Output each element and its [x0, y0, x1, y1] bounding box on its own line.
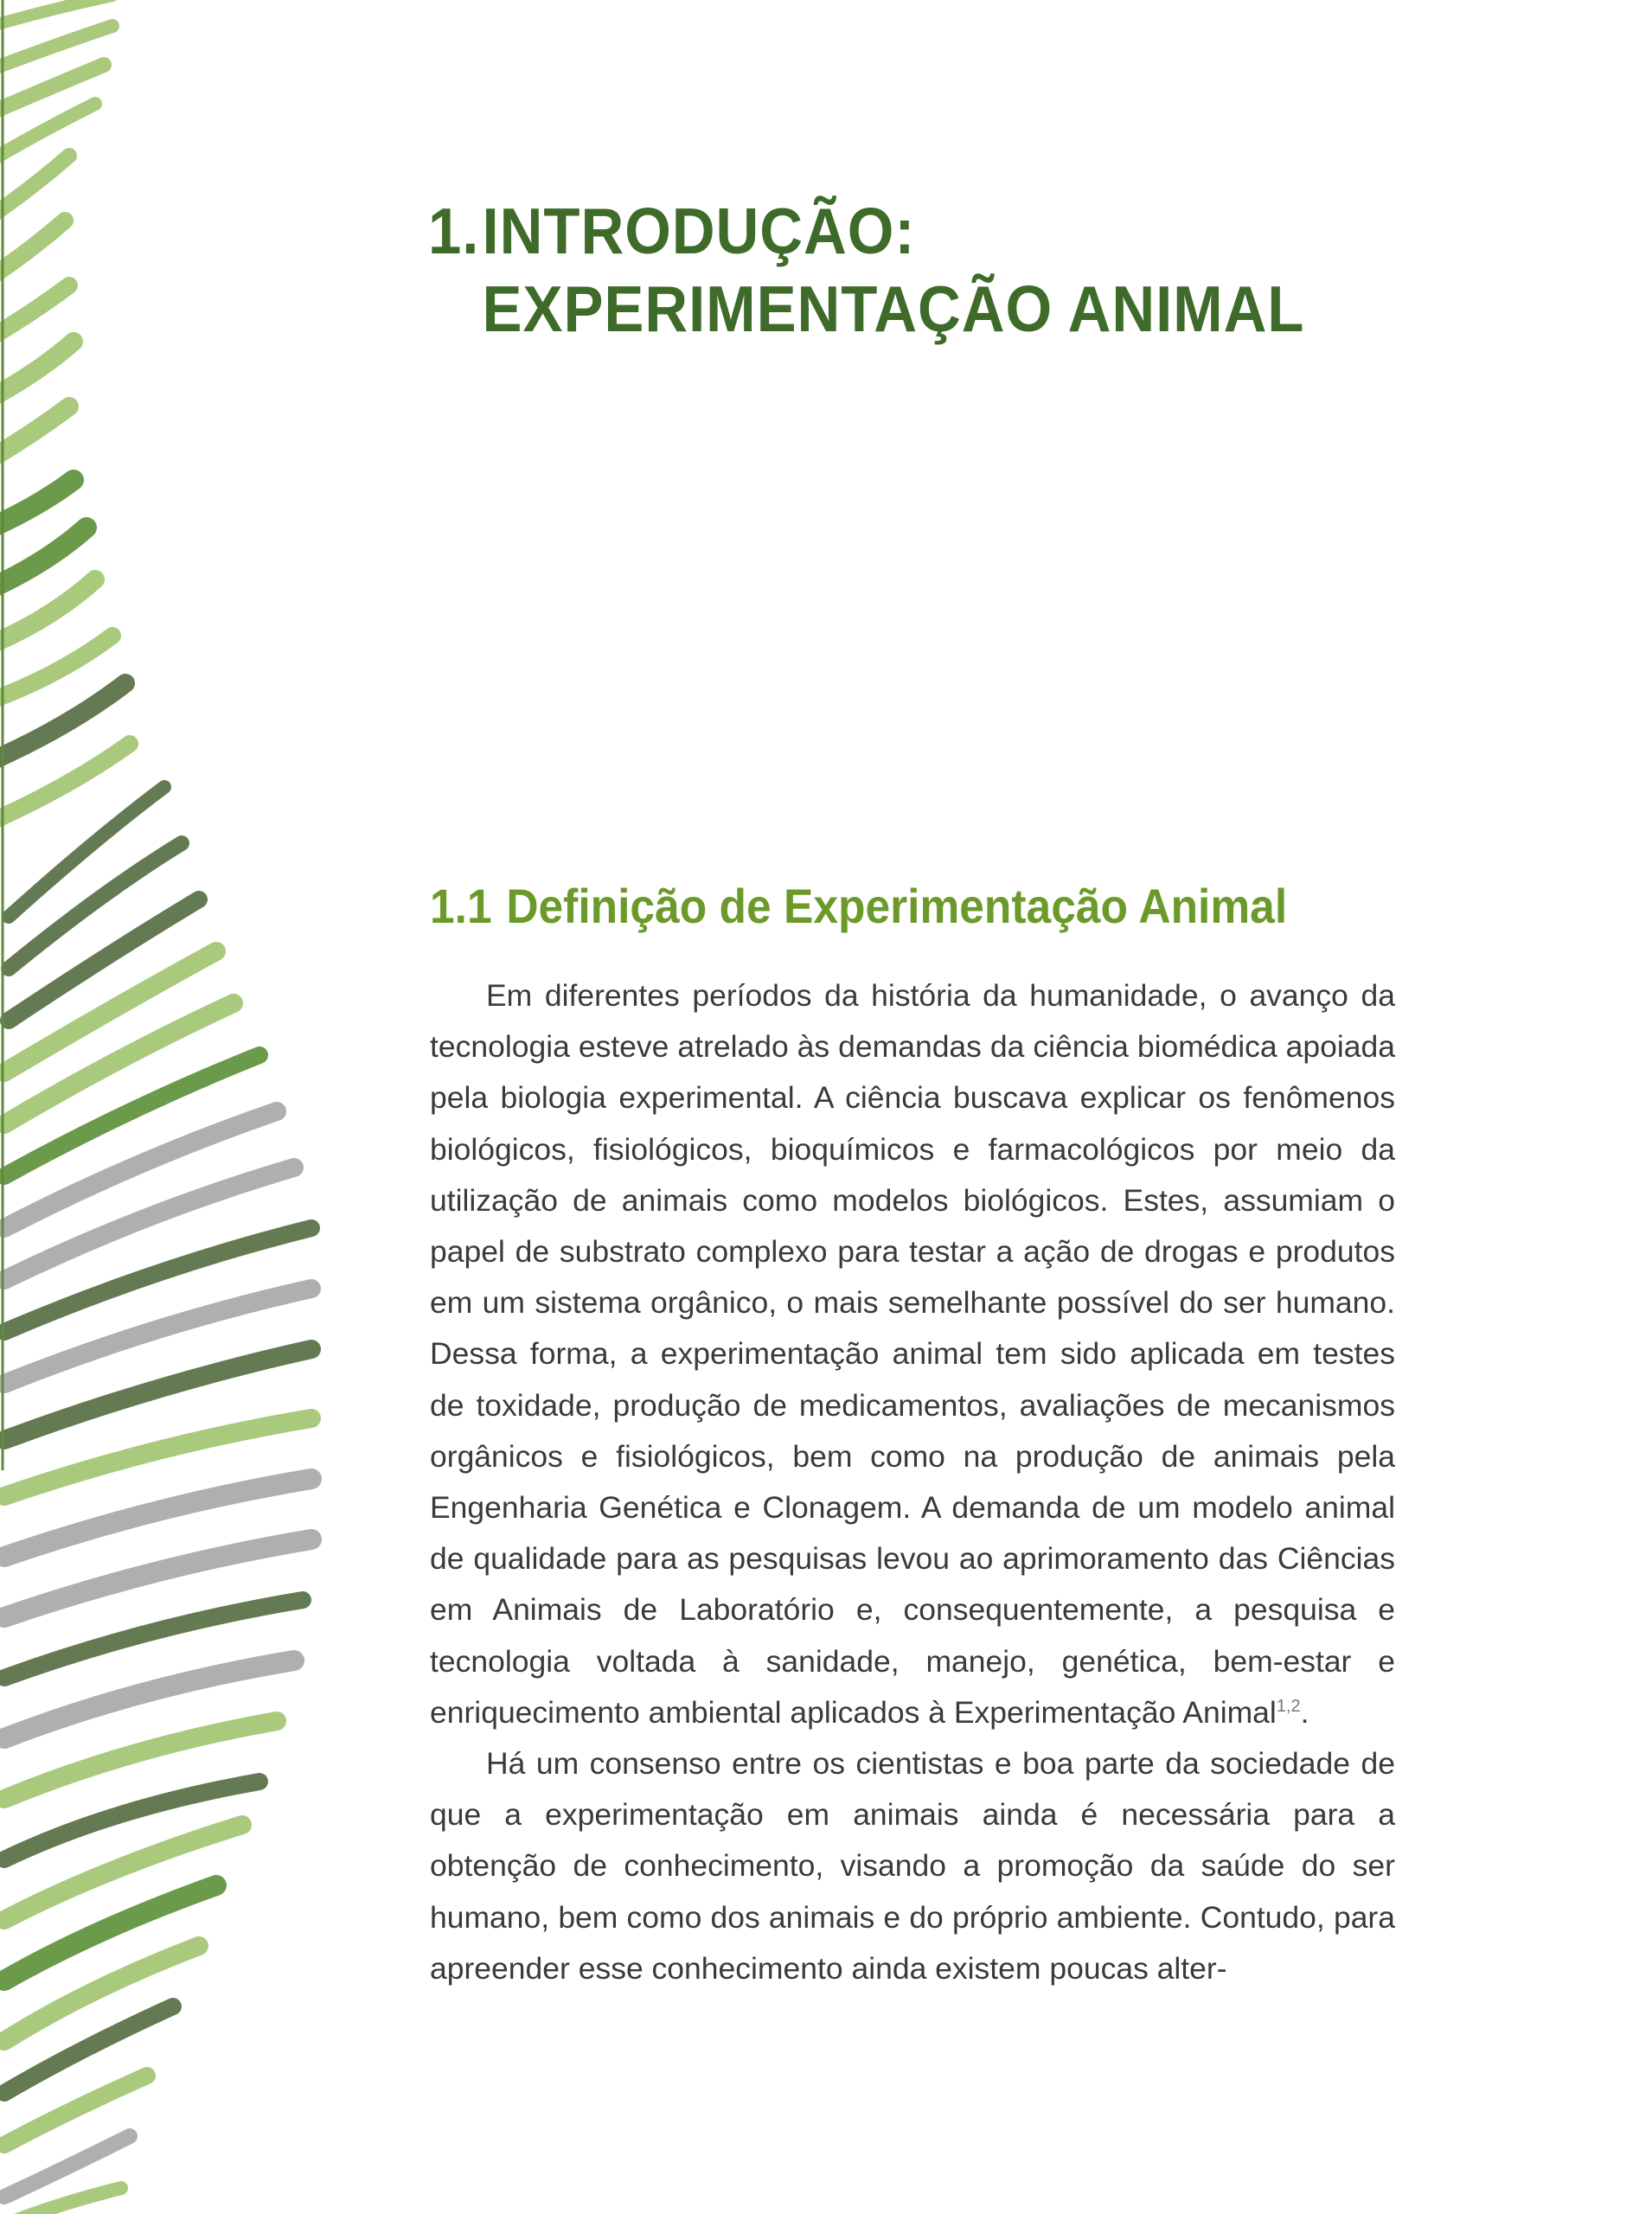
chapter-number: 1. [428, 195, 480, 267]
chapter-title-line2: EXPERIMENTAÇÃO ANIMAL [482, 272, 1305, 345]
paragraph-2-text: Há um consenso entre os cientistas e boa parte da sociedade de que a experimentação em animais ainda é necessária para a obtenção de conhecimento, visando a promoção da saúde do ser humano, bem como dos animais e do próprio ambiente. Contudo, para apreender esse conhecimento ainda existem poucas alter- [430, 1746, 1395, 1986]
chapter-title-line1: INTRODUÇÃO: [482, 195, 916, 267]
chapter-title [428, 192, 1304, 348]
paragraph-1 [430, 970, 1395, 1738]
section-number: 1.1 [430, 879, 492, 933]
paragraph-1-end: . [1300, 1694, 1309, 1730]
paragraph-2 [430, 1738, 1395, 1994]
section-heading [430, 876, 1287, 937]
paragraph-1-text: Em diferentes períodos da história da humanidade, o avanço da tecnologia esteve atrelado às demandas da ciência biomédica apoiada pela biologia experimental. A ciência buscava explicar os fenômenos biológicos, fisiológicos, bioquímicos e farmacológicos por meio da utilização de animais como modelos biológicos. Estes, assumiam o papel de substrato complexo para testar a ação de drogas e produtos em um sistema orgânico, o mais semelhante possível do ser humano. Dessa forma, a experimentação animal tem sido aplicada em testes de toxidade, produção de medicamentos, avaliações de mecanismos orgânicos e fisiológicos, bem como na produção de animais pela Engenharia Genética e Clonagem. A demanda de um modelo animal de qualidade para as pesquisas levou ao aprimoramento das Ciências em Animais de Laboratório e, consequentemente, a pesquisa e tecnologia voltada à sanidade, manejo, genética, bem-estar e enriquecimento ambiental aplicados à Experimentação Animal [430, 978, 1395, 1730]
citation-superscript: 1,2 [1276, 1697, 1301, 1717]
decorative-leaf-stripes [0, 0, 346, 2214]
section-title: Definição de Experimentação Animal [506, 879, 1288, 933]
body-text [430, 970, 1395, 1994]
